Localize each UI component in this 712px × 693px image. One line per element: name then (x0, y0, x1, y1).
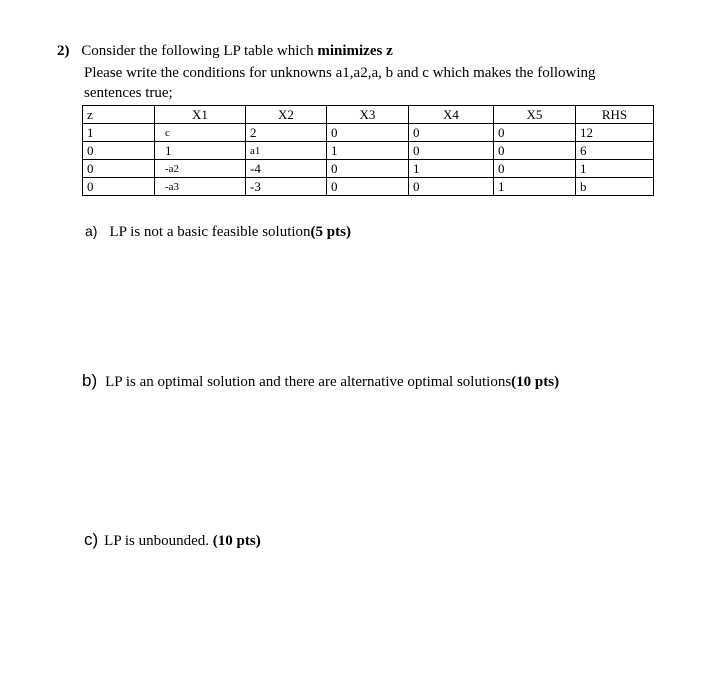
cell-x2: 2 (246, 124, 327, 142)
header-z: z (83, 106, 155, 124)
header-x5: X5 (494, 106, 576, 124)
cell-x4: 1 (409, 160, 494, 178)
part-a-points: (5 pts) (310, 224, 351, 240)
part-a-text: LP is not a basic feasible solution (109, 224, 311, 240)
question-number: 2) (57, 43, 70, 59)
cell-z: 1 (83, 124, 155, 142)
cell-z: 0 (83, 142, 155, 160)
table-row (83, 142, 654, 160)
cell-x4: 0 (409, 124, 494, 142)
part-a (85, 221, 351, 242)
lp-table (82, 105, 654, 196)
cell-x2: -3 (246, 178, 327, 196)
question-instructions-cont: sentences true; (84, 85, 173, 101)
cell-x3: 0 (327, 160, 409, 178)
cell-x4: 0 (409, 178, 494, 196)
part-c-text: LP is unbounded. (104, 533, 213, 549)
cell-x5: 1 (494, 178, 576, 196)
cell-x3: 0 (327, 178, 409, 196)
cell-x5: 0 (494, 124, 576, 142)
cell-x3: 0 (327, 124, 409, 142)
question-heading (57, 41, 393, 61)
part-b (82, 371, 559, 392)
cell-x3: 1 (327, 142, 409, 160)
part-b-text: LP is an optimal solution and there are alternative optimal solutions (105, 374, 512, 390)
cell-x1: -a2 (155, 160, 246, 178)
part-a-letter: a) (85, 223, 98, 239)
table-row (83, 178, 654, 196)
header-x3: X3 (327, 106, 409, 124)
header-rhs: RHS (576, 106, 654, 124)
cell-x2: a1 (246, 142, 327, 160)
cell-x5: 0 (494, 160, 576, 178)
cell-rhs: b (576, 178, 654, 196)
part-c-letter: c) (84, 530, 99, 549)
cell-x5: 0 (494, 142, 576, 160)
question-intro-bold: minimizes z (317, 43, 393, 59)
header-x2: X2 (246, 106, 327, 124)
cell-z: 0 (83, 178, 155, 196)
cell-x1: 1 (155, 142, 246, 160)
cell-rhs: 12 (576, 124, 654, 142)
question-intro: Consider the following LP table which (81, 43, 318, 59)
cell-z: 0 (83, 160, 155, 178)
cell-x1: c (155, 124, 246, 142)
cell-x1: -a3 (155, 178, 246, 196)
question-instructions: Please write the conditions for unknowns a1,a2,a, b and c which makes the following (84, 65, 596, 81)
cell-rhs: 6 (576, 142, 654, 160)
cell-rhs: 1 (576, 160, 654, 178)
lp-table-header-row (83, 106, 654, 124)
part-b-points: (10 pts) (511, 374, 560, 390)
header-x4: X4 (409, 106, 494, 124)
header-x1: X1 (155, 106, 246, 124)
cell-x4: 0 (409, 142, 494, 160)
part-c-points: (10 pts) (212, 533, 261, 549)
part-c (84, 530, 261, 551)
table-row (83, 124, 654, 142)
table-row (83, 160, 654, 178)
part-b-letter: b) (82, 371, 98, 390)
question-body (84, 63, 664, 103)
cell-x2: -4 (246, 160, 327, 178)
